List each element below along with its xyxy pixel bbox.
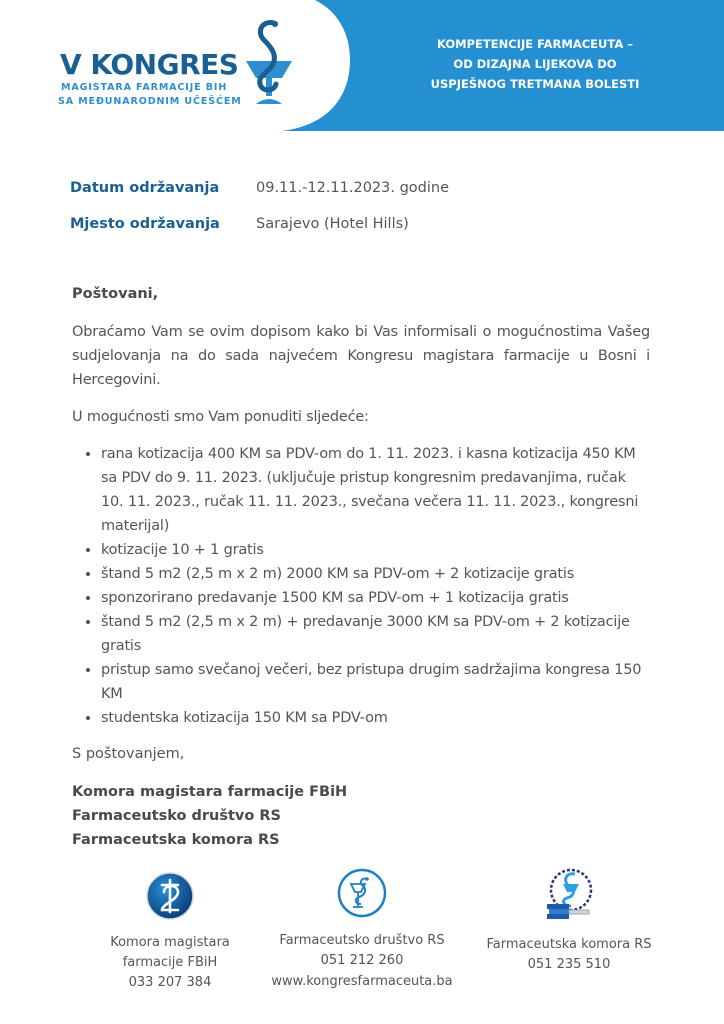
place-value: Sarajevo (Hotel Hills) [256,216,409,232]
greeting: Poštovani, [72,286,159,302]
closing: S poštovanjem, [72,746,185,762]
congress-logo-title: V KONGRES [60,48,239,81]
intro-paragraph: Obraćamo Vam se ovim dopisom kako bi Vas informisali o mogućnostima Vašeg sudjelovanja na do sada najvećem Kongresu magistara farmacije u Bosni i Hercegovini. [72,324,650,388]
header-banner [0,0,724,132]
org-name: Farmaceutska komora RS [486,937,652,952]
place-row [70,206,449,242]
list-item: • studentska kotizacija 150 KM sa PDV-om [101,706,650,730]
farmaceutsko-drustvo-logo-icon [262,868,462,925]
congress-tagline [400,34,670,94]
footer-org-farmaceutska-komora [478,866,660,975]
place-label: Mjesto održavanja [70,216,220,232]
list-item: • štand 5 m2 (2,5 m x 2 m) + predavanje 3000 KM sa PDV-om + 2 kotizacije gratis [101,610,650,658]
date-label: Datum održavanja [70,180,220,196]
offer-list [72,442,650,730]
letter-body [72,282,650,852]
org-phone: 033 207 384 [128,975,212,990]
date-value: 09.11.-12.11.2023. godine [256,180,450,196]
signature-3: Farmaceutska komora RS [72,832,280,848]
signature-1: Komora magistara farmacije FBiH [72,784,348,800]
org-name-line-1: Komora magistara [110,935,230,950]
list-item: • sponzorirano predavanje 1500 KM sa PDV-om + 1 kotizacija gratis [101,586,650,610]
list-item: • kotizacije 10 + 1 gratis [101,538,650,562]
offer-intro: U mogućnosti smo Vam ponuditi sljedeće: [72,409,369,425]
congress-logo-subtitle-2: SA MEĐUNARODNIM UČEŠĆEM [58,96,242,107]
bowl-of-hygieia-icon [244,18,294,113]
signature-2: Farmaceutsko društvo RS [72,808,281,824]
tagline-line-1: KOMPETENCIJE FARMACEUTA – [437,37,633,51]
org-name: Farmaceutsko društvo RS [279,933,445,948]
list-item: • rana kotizacija 400 KM sa PDV-om do 1. 11. 2023. i kasna kotizacija 450 KM sa PDV do 9. 11. 2023. (uključuje pristup kongresnim predavanjima, ručak 10. 11. 2023., ručak 11. 11. 2023., svečana večera 11. 11. 2023., kongresni materijal) [101,442,650,538]
footer-org-farmaceutsko-drustvo [262,868,462,971]
komora-fbih-logo-icon [85,872,255,927]
list-item: • pristup samo svečanoj večeri, bez pristupa drugim sadržajima kongresa 150 KM [101,658,650,706]
date-row [70,170,449,206]
list-item: • štand 5 m2 (2,5 m x 2 m) 2000 KM sa PDV-om + 2 kotizacije gratis [101,562,650,586]
org-phone: 051 235 510 [527,957,611,972]
event-info [70,170,449,242]
footer-org-komora-fbih [85,872,255,993]
farmaceutska-komora-logo-icon [478,866,660,929]
website-link[interactable]: www.kongresfarmaceuta.ba [271,974,453,989]
org-phone: 051 212 260 [320,953,404,968]
org-name-line-2: farmacije FBiH [122,955,218,970]
congress-logo-subtitle-1: MAGISTARA FARMACIJE BIH [61,82,228,93]
tagline-line-2: OD DIZAJNA LIJEKOVA DO [453,57,617,71]
tagline-line-3: USPJEŠNOG TRETMANA BOLESTI [430,77,640,91]
